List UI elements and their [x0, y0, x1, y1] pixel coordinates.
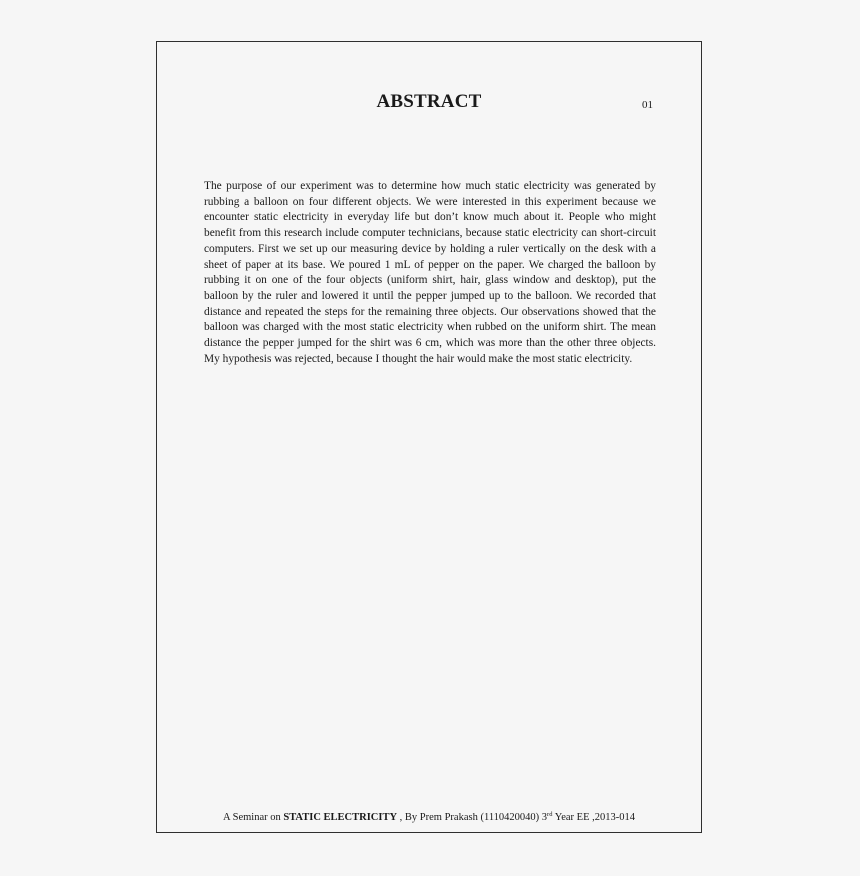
footer-year-dept: Year EE ,2013-014 — [552, 812, 636, 823]
document-page — [156, 41, 702, 833]
footer-topic: STATIC ELECTRICITY — [283, 812, 398, 823]
page-title: ABSTRACT — [376, 91, 482, 112]
footer-author: , By Prem Prakash (1110420040) 3 — [397, 812, 548, 823]
footer-prefix: A Seminar on — [222, 812, 284, 823]
page-footer — [157, 812, 701, 823]
abstract-paragraph: The purpose of our experiment was to determine how much static electricity was generated by rubbing a balloon on four different objects. We were interested in this experiment because we encounter static electricity in everyday life but don’t know much about it. People who might benefit from this research include computer technicians, because static electricity can short-circuit computers. First we set up our measuring device by holding a ruler vertically on the desk with a sheet of paper at its base. We poured 1 mL of pepper on the paper. We charged the balloon by rubbing it on one of the four objects (uniform shirt, hair, glass window and desktop), put the balloon by the ruler and lowered it until the pepper jumped up to the balloon. We recorded that distance and repeated the steps for the remaining three objects. Our observations showed that the balloon was charged with the most static electricity when rubbed on the uniform shirt. The mean distance the pepper jumped for the shirt was 6 cm, which was more than the other three objects. My hypothesis was rejected, because I thought the hair would make the most static electricity. — [204, 180, 656, 365]
page-number: 01 — [642, 99, 653, 111]
footer-ordinal-suffix: rd — [547, 811, 553, 818]
